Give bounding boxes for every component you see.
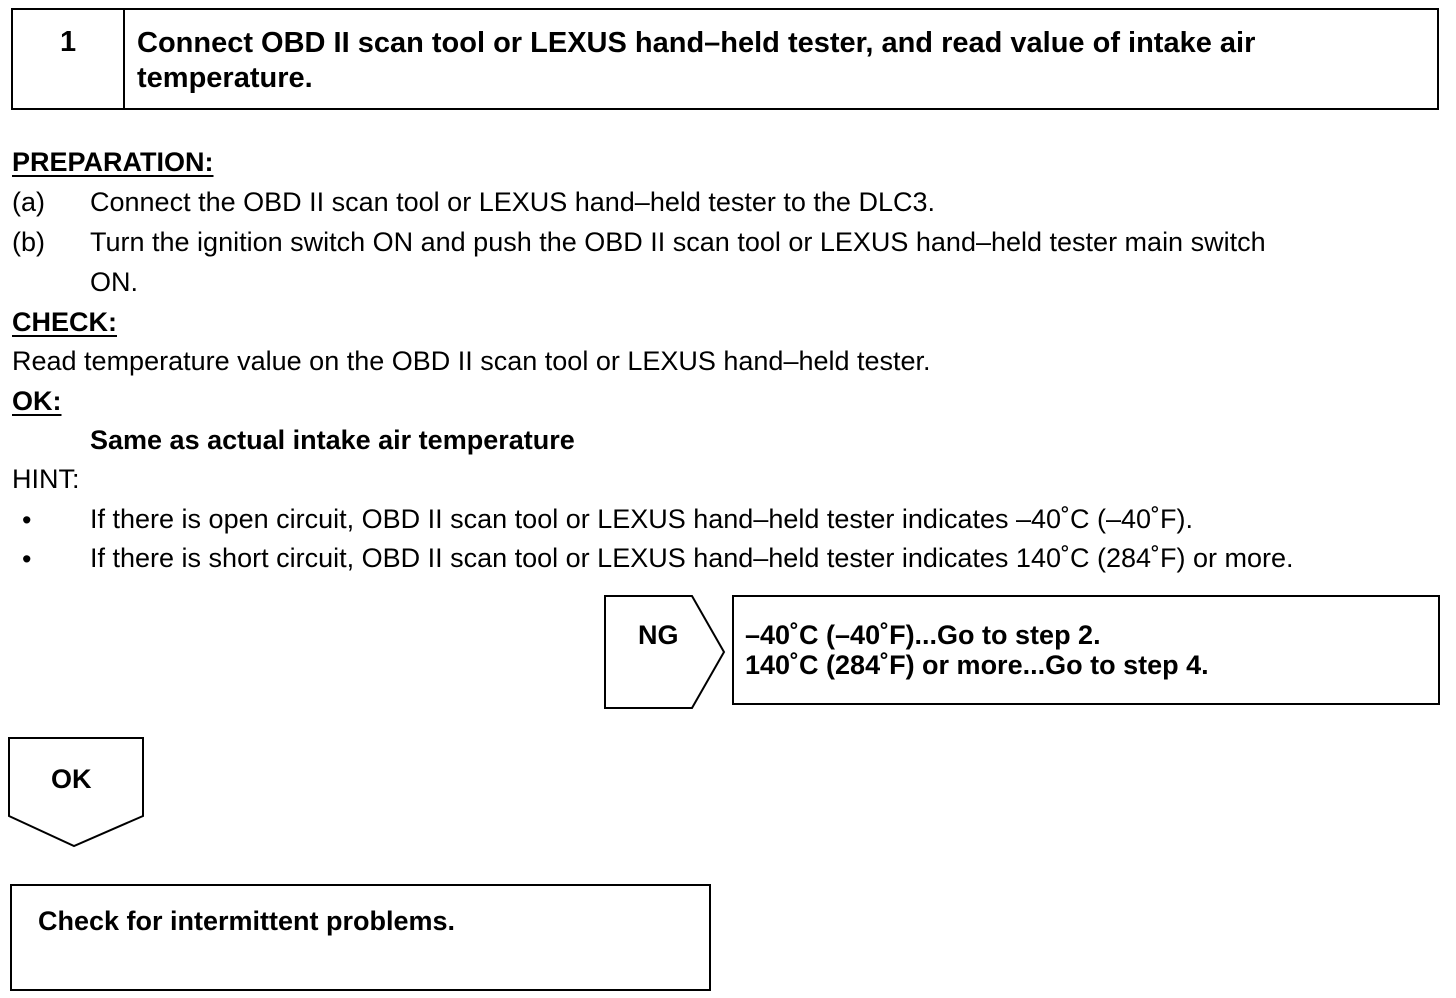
hint-heading: HINT:	[12, 464, 80, 494]
hint-item-1: If there is open circuit, OBD II scan tool or LEXUS hand–held tester indicates –40˚C (–40˚F).	[90, 504, 1194, 534]
ok-criterion: Same as actual intake air temperature	[90, 425, 575, 455]
ok-heading: OK:	[12, 386, 62, 416]
preparation-item-b-line1: Turn the ignition switch ON and push the OBD II scan tool or LEXUS hand–held tester main switch	[90, 227, 1266, 257]
hint-bullet-1: •	[22, 505, 32, 535]
preparation-marker-a: (a)	[12, 187, 45, 217]
preparation-heading: PREPARATION:	[12, 147, 214, 177]
ok-label: OK	[51, 764, 92, 794]
preparation-item-b-line2: ON.	[90, 267, 139, 297]
next-action-box	[10, 884, 711, 991]
next-action-text: Check for intermittent problems.	[38, 906, 456, 936]
step-header-divider	[123, 8, 125, 110]
step-number: 1	[60, 26, 77, 58]
hint-item-2: If there is short circuit, OBD II scan tool or LEXUS hand–held tester indicates 140˚C (284˚F) or more.	[90, 543, 1294, 573]
preparation-item-a: Connect the OBD II scan tool or LEXUS hand–held tester to the DLC3.	[90, 187, 935, 217]
ng-result-line-2: 140˚C (284˚F) or more...Go to step 4.	[745, 650, 1209, 680]
hint-bullet-2: •	[22, 544, 32, 574]
check-heading: CHECK:	[12, 307, 117, 337]
ng-arrow-shape	[604, 595, 728, 709]
ng-label: NG	[638, 620, 679, 650]
preparation-marker-b: (b)	[12, 227, 45, 257]
check-text: Read temperature value on the OBD II scan tool or LEXUS hand–held tester.	[12, 346, 931, 376]
step-title: Connect OBD II scan tool or LEXUS hand–held tester, and read value of intake air temperature.	[137, 27, 1256, 94]
ng-result-line-1: –40˚C (–40˚F)...Go to step 2.	[745, 620, 1101, 650]
